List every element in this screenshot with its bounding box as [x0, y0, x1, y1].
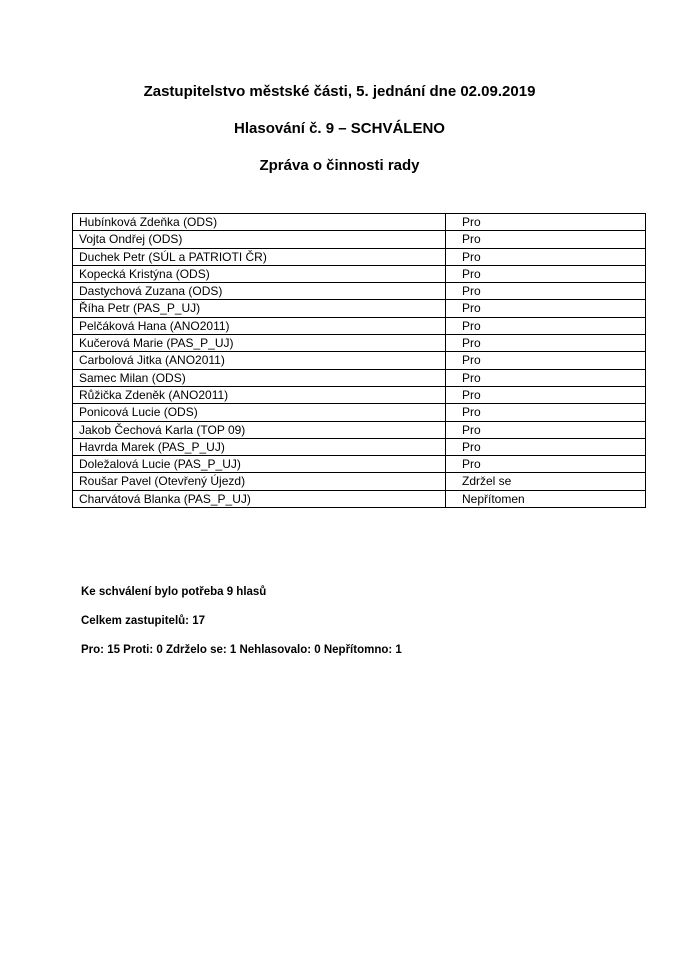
member-name-cell: Říha Petr (PAS_P_UJ) — [73, 300, 446, 317]
table-row — [73, 214, 646, 231]
member-name-cell: Ponicová Lucie (ODS) — [73, 404, 446, 421]
vote-value-cell: Pro — [446, 421, 646, 438]
vote-value-cell: Pro — [446, 300, 646, 317]
vote-value-cell: Pro — [446, 317, 646, 334]
meeting-title: Zastupitelstvo městské části, 5. jednání dne 02.09.2019 — [143, 83, 536, 100]
vote-value-cell: Pro — [446, 231, 646, 248]
member-name-cell: Kučerová Marie (PAS_P_UJ) — [73, 335, 446, 352]
member-name-cell: Samec Milan (ODS) — [73, 369, 446, 386]
member-name-cell: Dastychová Zuzana (ODS) — [73, 283, 446, 300]
vote-value-cell: Pro — [446, 248, 646, 265]
table-row — [73, 456, 646, 473]
vote-value-cell: Zdržel se — [446, 473, 646, 490]
vote-table-body — [73, 214, 646, 508]
member-name-cell: Pelčáková Hana (ANO2011) — [73, 317, 446, 334]
vote-value-cell: Pro — [446, 438, 646, 455]
table-row — [73, 231, 646, 248]
table-row — [73, 248, 646, 265]
vote-value-cell: Pro — [446, 335, 646, 352]
vote-value-cell: Nepřítomen — [446, 490, 646, 507]
table-row — [73, 473, 646, 490]
table-row — [73, 490, 646, 507]
table-row — [73, 300, 646, 317]
table-row — [73, 335, 646, 352]
vote-value-cell: Pro — [446, 404, 646, 421]
member-name-cell: Růžička Zdeněk (ANO2011) — [73, 386, 446, 403]
vote-table — [72, 213, 646, 508]
summary-total-members: Celkem zastupitelů: 17 — [81, 615, 205, 627]
table-row — [73, 352, 646, 369]
member-name-cell: Carbolová Jitka (ANO2011) — [73, 352, 446, 369]
member-name-cell: Vojta Ondřej (ODS) — [73, 231, 446, 248]
vote-value-cell: Pro — [446, 214, 646, 231]
vote-value-cell: Pro — [446, 352, 646, 369]
vote-value-cell: Pro — [446, 369, 646, 386]
table-row — [73, 404, 646, 421]
summary-vote-counts: Pro: 15 Proti: 0 Zdrželo se: 1 Nehlasovalo: 0 Nepřítomno: 1 — [81, 644, 402, 656]
table-row — [73, 438, 646, 455]
member-name-cell: Jakob Čechová Karla (TOP 09) — [73, 421, 446, 438]
member-name-cell: Hubínková Zdeňka (ODS) — [73, 214, 446, 231]
vote-value-cell: Pro — [446, 283, 646, 300]
vote-value-cell: Pro — [446, 386, 646, 403]
member-name-cell: Charvátová Blanka (PAS_P_UJ) — [73, 490, 446, 507]
table-row — [73, 386, 646, 403]
member-name-cell: Doležalová Lucie (PAS_P_UJ) — [73, 456, 446, 473]
table-row — [73, 369, 646, 386]
member-name-cell: Kopecká Kristýna (ODS) — [73, 265, 446, 282]
agenda-item-title: Zpráva o činnosti rady — [259, 157, 420, 174]
vote-value-cell: Pro — [446, 456, 646, 473]
table-row — [73, 283, 646, 300]
member-name-cell: Duchek Petr (SÚL a PATRIOTI ČR) — [73, 248, 446, 265]
table-row — [73, 265, 646, 282]
vote-result-title: Hlasování č. 9 – SCHVÁLENO — [234, 120, 445, 137]
summary-required-votes: Ke schválení bylo potřeba 9 hlasů — [81, 586, 267, 598]
member-name-cell: Roušar Pavel (Otevřený Újezd) — [73, 473, 446, 490]
member-name-cell: Havrda Marek (PAS_P_UJ) — [73, 438, 446, 455]
table-row — [73, 421, 646, 438]
table-row — [73, 317, 646, 334]
vote-value-cell: Pro — [446, 265, 646, 282]
